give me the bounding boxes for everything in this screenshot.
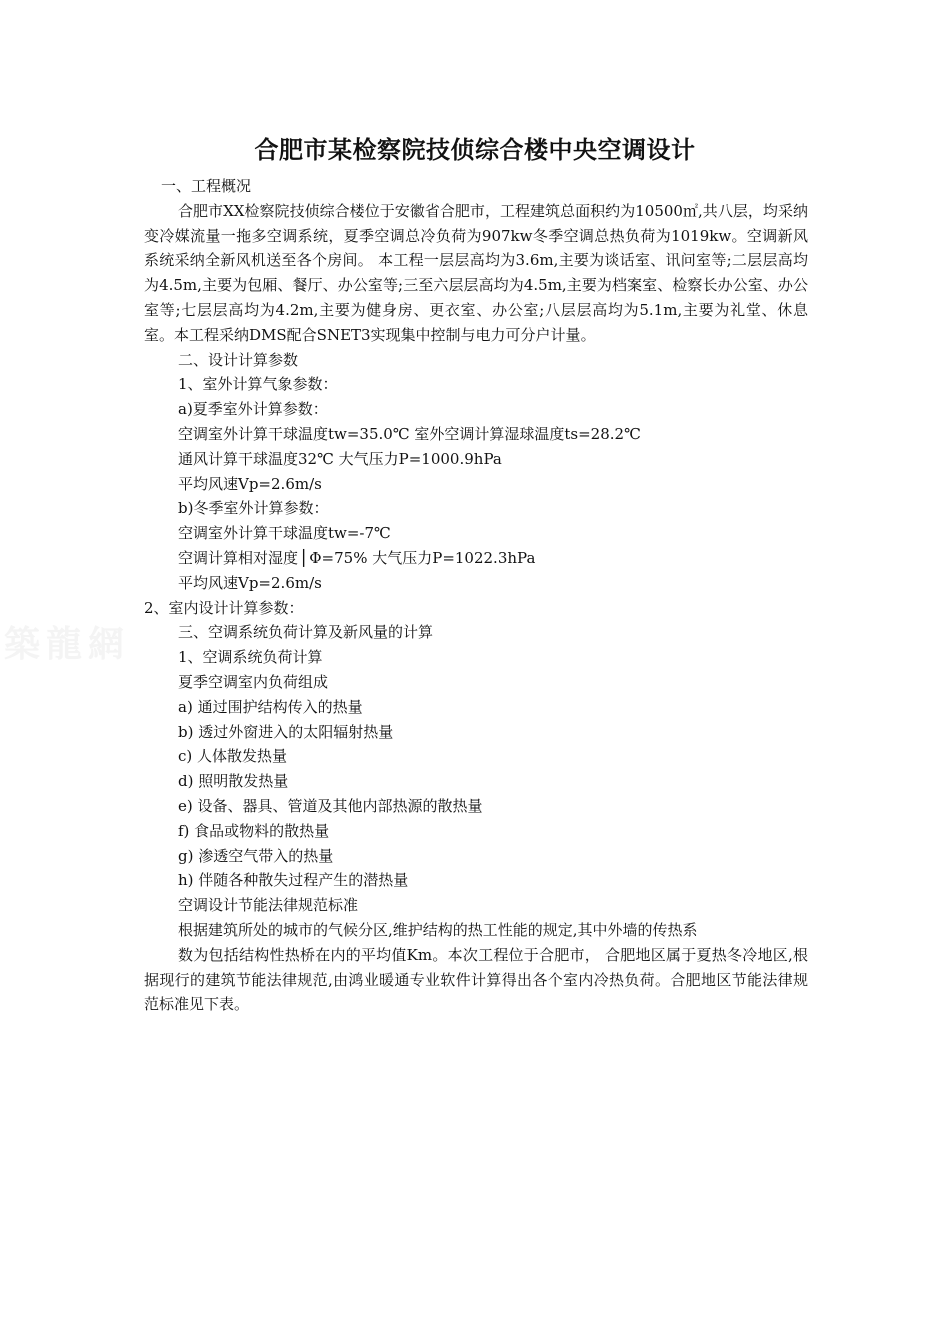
paragraph: h) 伴随各种散失过程产生的潜热量 bbox=[178, 871, 409, 890]
paragraph: 一、工程概况 bbox=[161, 177, 252, 195]
paragraph: 三、空调系统负荷计算及新风量的计算 bbox=[178, 623, 434, 642]
paragraph: a)夏季室外计算参数： bbox=[178, 400, 328, 419]
document-body bbox=[144, 174, 808, 1017]
paragraph: 二、设计计算参数 bbox=[178, 350, 299, 369]
paragraph: 平均风速Vp=2.6m/s bbox=[178, 573, 322, 592]
paragraph: 2、室内设计计算参数： bbox=[144, 598, 304, 617]
paragraph: c) 人体散发热量 bbox=[178, 747, 288, 766]
paragraph: f) 食品或物料的散热量 bbox=[178, 821, 330, 840]
paragraph: 空调室外计算干球温度tw=35.0℃ 室外空调计算湿球温度ts=28.2℃ bbox=[178, 424, 641, 443]
paragraph: 空调计算相对湿度⎪Φ=75% 大气压力P=1022.3hPa bbox=[178, 548, 536, 567]
paragraph: 1、室外计算气象参数： bbox=[178, 375, 338, 394]
document-title: 合肥市某检察院技侦综合楼中央空调设计 bbox=[254, 136, 696, 164]
paragraph: 通风计算干球温度32℃ 大气压力P=1000.9hPa bbox=[178, 449, 502, 468]
paragraph: 根据建筑所处的城市的气候分区,维护结构的热工性能的规定,其中外墙的传热系 bbox=[178, 920, 698, 939]
paragraph: d) 照明散发热量 bbox=[178, 772, 289, 791]
paragraph: b) 透过外窗进入的太阳辐射热量 bbox=[178, 722, 394, 741]
paragraph: e) 设备、器具、管道及其他内部热源的散热量 bbox=[178, 796, 483, 815]
paragraph: g) 渗透空气带入的热量 bbox=[178, 846, 334, 865]
paragraph: b)冬季室外计算参数： bbox=[178, 499, 329, 518]
paragraph: 数为包括结构性热桥在内的平均值Km。本次工程位于合肥市， 合肥地区属于夏热冬冷地区,根据现行的建筑节能法律规范,由鸿业暖通专业软件计算得出各个室内冷热负荷。合肥地区节能法律规范标准见下表。 bbox=[144, 945, 808, 1014]
paragraph: 夏季空调室内负荷组成 bbox=[178, 672, 329, 691]
watermark: 築龍網 bbox=[4, 623, 131, 665]
paragraph: 空调设计节能法律规范标准 bbox=[178, 896, 359, 915]
paragraph: 合肥市XX检察院技侦综合楼位于安徽省合肥市，工程建筑总面积约为10500㎡,共八层，均采纳变冷媒流量一拖多空调系统，夏季空调总冷负荷为907kw冬季空调总热负荷为1019kw。空调新风系统采纳全新风机送至各个房间。 本工程一层层高均为3.6m,主要为谈话室、讯问室等;二层层高均为4.5m,主要为包厢、餐厅、办公室等;三至六层层高均为4.5m,主要为档案室、检察长办公室、办公室等;七层层高均为4.2m,主要为健身房、更衣室、办公室;八层层高均为5.1m,主要为礼堂、休息室。本工程采纳DMS配合SNET3实现集中控制与电力可分户计量。 bbox=[144, 201, 808, 344]
paragraph: 空调室外计算干球温度tw=-7℃ bbox=[178, 524, 391, 543]
paragraph: a) 通过围护结构传入的热量 bbox=[178, 697, 363, 716]
paragraph: 1、空调系统负荷计算 bbox=[178, 648, 323, 667]
paragraph: 平均风速Vp=2.6m/s bbox=[178, 474, 322, 493]
